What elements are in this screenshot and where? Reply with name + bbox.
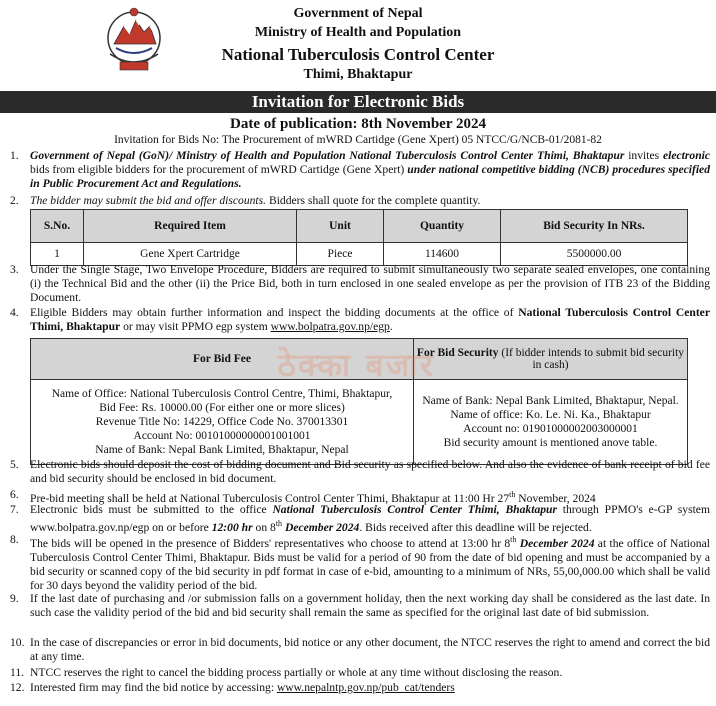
- clause-text: Electronic bids must be submitted to the office: [30, 503, 273, 516]
- bid-security-line: Account no: 01901000002003000001: [463, 423, 638, 435]
- clause-3: [10, 263, 710, 305]
- table-header-row: [31, 339, 688, 380]
- clause-text: The bids will be opened in the presence of Bidders' representatives who choose to attend at 13:00 hr 8: [30, 536, 511, 550]
- clause-8: [10, 533, 710, 593]
- clause-text: th: [509, 490, 516, 499]
- header-center-name: National Tuberculosis Control Center: [221, 45, 495, 64]
- clause-text: NTCC reserves the right to cancel the bidding process partially or whole at any time without disclosing the reason.: [30, 666, 563, 679]
- cell-item: Gene Xpert Cartridge: [84, 243, 297, 266]
- header-ministry: Ministry of Health and Population: [254, 25, 462, 40]
- table-row: [31, 380, 688, 465]
- clause-number: 11.: [10, 666, 25, 679]
- clause-9: [10, 592, 710, 620]
- header-location: Thimi, Bhaktapur: [303, 67, 413, 82]
- items-table: [30, 209, 688, 266]
- clause-text: December 2024: [282, 520, 360, 534]
- clause-text: 12:00 hr: [211, 520, 253, 534]
- table-header-row: [31, 210, 688, 243]
- clause-text: under national competitive bidding (NCB) procedures specified in Public Procurement Act and Regulations.: [30, 163, 710, 190]
- bolpatra-link[interactable]: www.bolpatra.gov.np/egp: [270, 320, 390, 333]
- bid-security-header-bold: For Bid Security: [416, 347, 499, 359]
- clause-text: In the case of discrepancies or error in bid documents, bid notice or any other document, the NTCC reserves the right to amend and correct the bid at any time.: [30, 636, 710, 663]
- clause-1: [10, 149, 710, 191]
- notice-title-banner: Invitation for Electronic Bids: [0, 91, 716, 113]
- clause-7: [10, 503, 710, 535]
- clause-text: th: [275, 519, 283, 528]
- clause-number: 4.: [10, 306, 19, 319]
- nepalntp-link[interactable]: www.nepalntp.gov.np/pub_cat/tenders: [276, 681, 455, 694]
- cell-bid-security: 5500000.00: [501, 243, 688, 266]
- clause-text: at the office of National Tuberculosis Control Center Thimi, Bhaktapur. Bids must be valid for a period of 90 from the date of bid opening and must be accompanied by a bid security or scanned copy of the bid security in pdf format in case of e-bid, amounting to a minimum of NRs, 55,00,000.00 which shall be valid for 30 days beyond the validity period of the bid.: [30, 536, 710, 592]
- clause-text: Interested firm may find the bid notice by accessing:: [30, 681, 277, 694]
- clause-text: .: [389, 320, 393, 333]
- col-header-item: Required Item: [84, 210, 297, 243]
- clause-4: [10, 306, 710, 334]
- clause-number: 3.: [10, 263, 19, 276]
- clause-10: [10, 636, 710, 664]
- bid-fee-line: Bid Fee: Rs. 10000.00 (For either one or more slices): [99, 402, 345, 414]
- col-header-sno: S.No.: [31, 210, 84, 243]
- clause-text: The bidder may submit the bid and offer discounts.: [30, 194, 267, 207]
- bid-security-header: [414, 339, 688, 380]
- watermark: ठेक्का बजार: [277, 346, 435, 384]
- clause-text: National Tuberculosis Control Center Thimi, Bhaktapur: [272, 503, 557, 516]
- clause-number: 5.: [10, 458, 19, 471]
- clause-text: Pre-bid meeting shall be held at National Tuberculosis Control Center Thimi, Bhaktapur at 11:00 Hr 27: [30, 491, 510, 505]
- bid-security-line: Bid security amount is mentioned anove table.: [443, 437, 658, 449]
- clause-number: 6.: [10, 488, 19, 501]
- clause-text: National Tuberculosis Control Center Thimi, Bhaktapur: [30, 306, 710, 333]
- col-header-unit: Unit: [297, 210, 384, 243]
- clause-text: If the last date of purchasing and /or submission falls on a government holiday, then the next working day shall be considered as the last date. In such case the validity period of the bid and bid security shall remain the same as specified for the original last date of bid submission.: [30, 592, 710, 619]
- bid-fee-details: [31, 380, 414, 465]
- clause-11: [10, 666, 710, 680]
- clause-number: 7.: [10, 503, 19, 516]
- clause-text: Government of Nepal (GoN)/ Ministry of Health and Population National Tuberculosis Control Center Thimi, Bhaktapur: [30, 149, 625, 162]
- clause-text: or may visit PPMO egp system: [120, 320, 271, 333]
- clause-text: on 8: [252, 520, 276, 534]
- bid-security-header-note: (If bidder intends to submit bid security in cash): [498, 347, 685, 371]
- clause-text: electronic: [663, 149, 711, 162]
- clause-number: 9.: [10, 592, 19, 605]
- cell-quantity: 114600: [384, 243, 501, 266]
- clause-text: Bidders shall quote for the complete quantity.: [266, 194, 481, 207]
- clause-text: Electronic bids should deposit the cost of bidding document and Bid security as specified below. And also the evidence of bank receipt of bid fee and bid security should be enclosed in bid document.: [30, 458, 710, 485]
- col-header-quantity: Quantity: [384, 210, 501, 243]
- invitation-for-bids-line: Invitation for Bids No: The Procurement of mWRD Cartidge (Gene Xpert) 05 NTCC/G/NCB-01/2081-82: [114, 134, 602, 146]
- clause-number: 2.: [10, 194, 19, 207]
- clause-text: . Bids received after this deadline will be rejected.: [359, 520, 592, 534]
- clause-text: invites: [624, 149, 663, 162]
- bid-fee-line: Name of Bank: Nepal Bank Limited, Bhaktapur, Nepal: [95, 444, 349, 456]
- clause-text: Eligible Bidders may obtain further information and inspect the bidding documents at the office of: [30, 306, 519, 319]
- clause-number: 10.: [10, 636, 25, 649]
- bid-fee-line: Revenue Title No: 14229, Office Code No. 370013301: [95, 416, 349, 428]
- clause-text: bids from eligible bidders for the procurement of mWRD Cartidge (Gene Xpert): [30, 163, 408, 176]
- bid-security-line: Name of Bank: Nepal Bank Limited, Bhaktapur, Nepal.: [422, 395, 679, 407]
- bid-fee-header: For Bid Fee: [31, 339, 414, 380]
- clause-text: th: [510, 535, 517, 544]
- bid-security-details: [414, 380, 688, 465]
- cell-sno: 1: [31, 243, 84, 266]
- clause-12: [10, 681, 710, 695]
- bid-fee-line: Account No: 00101000000001001001: [133, 430, 311, 442]
- col-header-bid-security: Bid Security In NRs.: [501, 210, 688, 243]
- clause-number: 12.: [10, 681, 25, 694]
- clause-text: November, 2024: [515, 491, 596, 505]
- clause-2: [10, 194, 710, 208]
- clause-number: 8.: [10, 533, 19, 546]
- clause-number: 1.: [10, 149, 19, 162]
- fees-table: [30, 338, 688, 465]
- clause-text: Under the Single Stage, Two Envelope Procedure, Bidders are required to submit simultaneously two separate sealed envelopes, one containing (i) the Technical Bid and the other (ii) the Price Bid, both in turn enclosed in one sealed envelope as per the provision of ITB 23 of the Bidding Document.: [30, 263, 710, 304]
- bid-fee-line: Name of Office: National Tuberculosis Control Centre, Thimi, Bhaktapur,: [51, 388, 393, 400]
- header-government: Government of Nepal: [293, 6, 423, 21]
- clause-text: through PPMO's e-GP system www.bolpatra.gov.np/egp on or before: [30, 503, 710, 534]
- cell-unit: Piece: [297, 243, 384, 266]
- publication-date: Date of publication: 8th November 2024: [230, 116, 486, 132]
- clause-text: December 2024: [516, 536, 595, 550]
- clause-5: [10, 458, 710, 486]
- bid-security-line: Name of office: Ko. Le. Ni. Ka., Bhaktapur: [450, 409, 651, 421]
